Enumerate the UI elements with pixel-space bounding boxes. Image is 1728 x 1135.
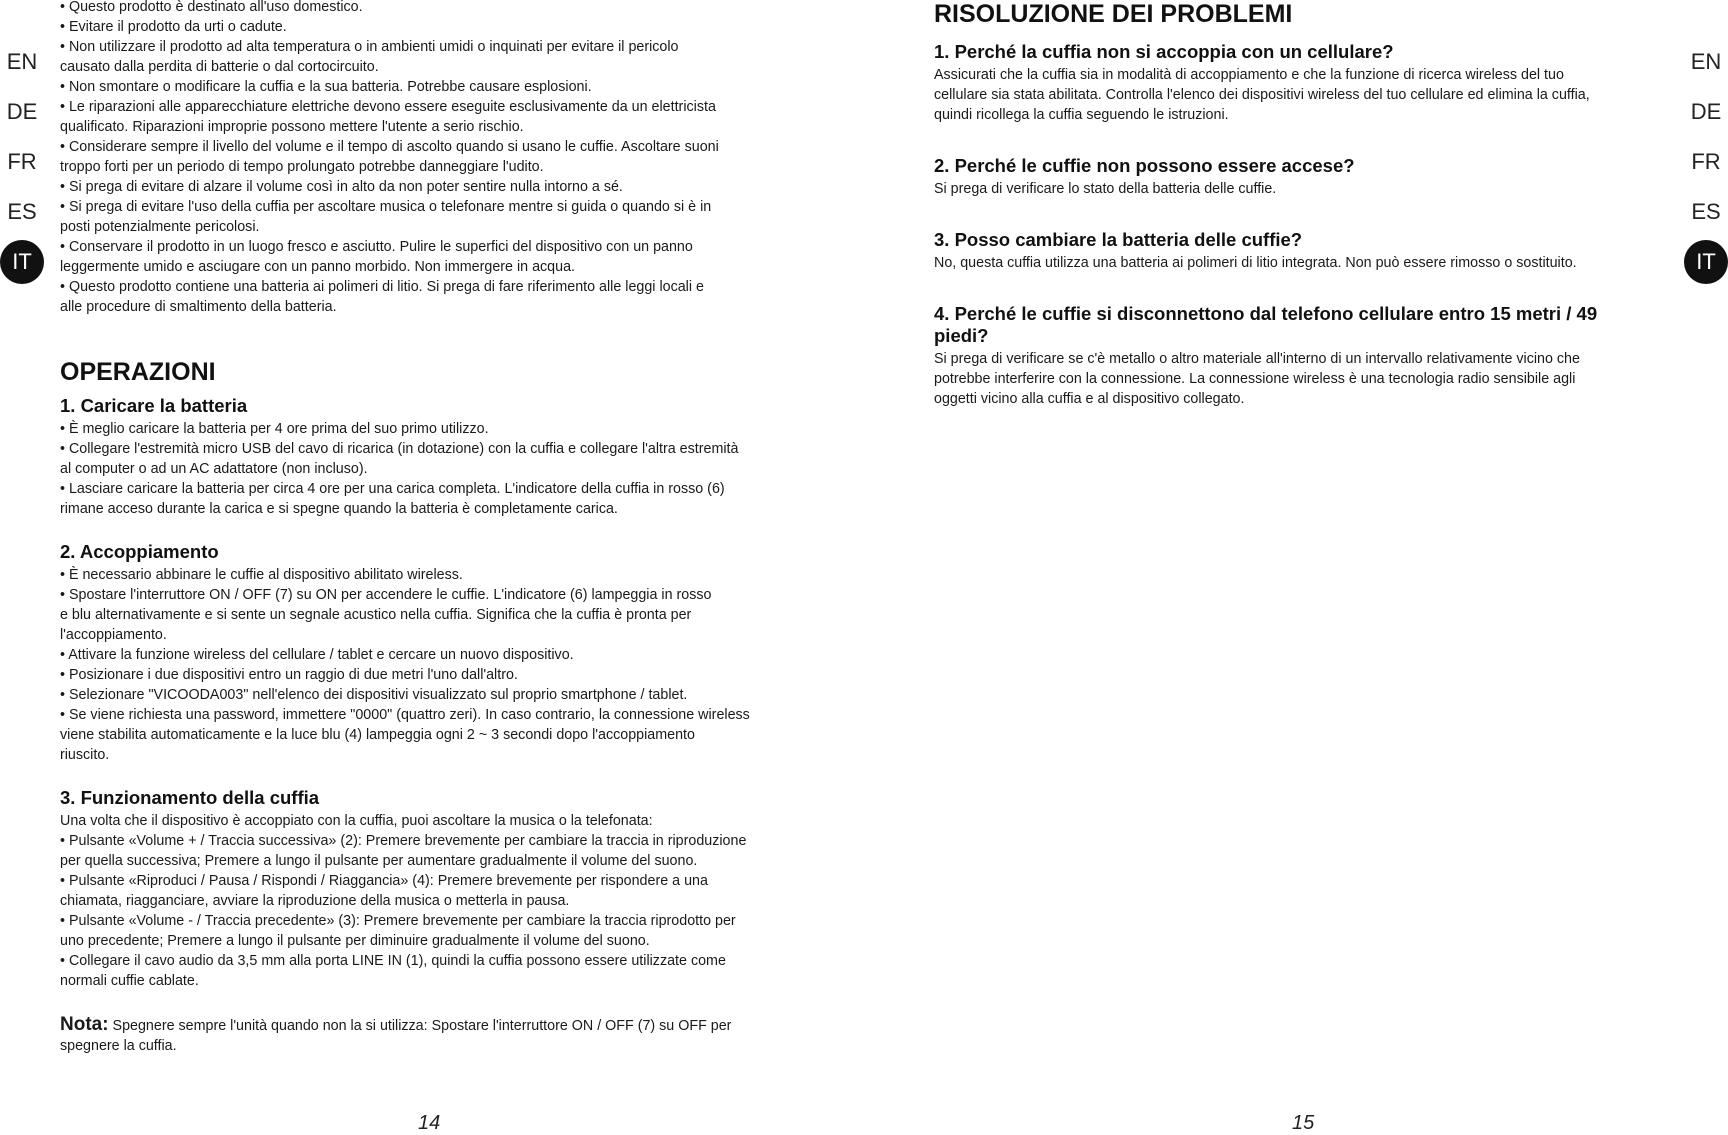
safety-line: • Le riparazioni alle apparecchiature elettriche devono essere eseguite esclusivamente da un elettricista: [60, 99, 716, 115]
text-line: • È necessario abbinare le cuffie al dispositivo abilitato wireless.: [60, 567, 463, 583]
text-line: rimane acceso durante la carica e si spegne quando la batteria è completamente carica.: [60, 501, 618, 517]
subsection-heading: 2. Accoppiamento: [60, 541, 219, 562]
lang-tab-fr[interactable]: FR: [7, 149, 37, 174]
lang-tab-es[interactable]: ES: [1691, 199, 1721, 224]
safety-line: • Questo prodotto è destinato all'uso domestico.: [60, 0, 363, 15]
safety-line: causato dalla perdita di batterie o dal cortocircuito.: [60, 59, 379, 75]
language-nav-left: [0, 40, 44, 290]
left-page: [60, 0, 800, 1056]
text-line: e blu alternativamente e si sente un segnale acustico nella cuffia. Significa che la cuffia è pronta per: [60, 607, 692, 623]
faq-item: [934, 41, 1654, 125]
safety-line: • Questo prodotto contiene una batteria ai polimeri di litio. Si prega di fare riferimento alle leggi locali e: [60, 279, 704, 295]
safety-line: qualificato. Riparazioni improprie possono mettere l'utente a serio rischio.: [60, 119, 524, 135]
faq-question: 1. Perché la cuffia non si accoppia con un cellulare?: [934, 41, 1394, 62]
faq-answer-line: No, questa cuffia utilizza una batteria ai polimeri di litio integrata. Non può essere rimosso o sostituito.: [934, 255, 1577, 271]
note-label: Nota:: [60, 1014, 109, 1035]
safety-line: leggermente umido e asciugare con un panno morbido. Non immergere in acqua.: [60, 259, 575, 275]
faq-answer-line: Assicurati che la cuffia sia in modalità di accoppiamento e che la funzione di ricerca wireless del tuo: [934, 67, 1564, 83]
text-line: • Attivare la funzione wireless del cellulare / tablet e cercare un nuovo dispositivo.: [60, 647, 574, 663]
text-line: • Selezionare "VICOODA003" nell'elenco dei dispositivi visualizzato sul proprio smartphone / tablet.: [60, 687, 688, 703]
faq-answer-line: quindi ricollega la cuffia seguendo le istruzioni.: [934, 107, 1229, 123]
page-number-right: 15: [1292, 1112, 1315, 1134]
text-line: • Lasciare caricare la batteria per circa 4 ore per una carica completa. L'indicatore della cuffia in rosso (6): [60, 481, 725, 497]
text-line: • Pulsante «Volume - / Traccia precedente» (3): Premere brevemente per cambiare la traccia riprodotto per: [60, 913, 736, 929]
safety-line: • Si prega di evitare l'uso della cuffia per ascoltare musica o telefonare mentre si guida o quando si è in: [60, 199, 712, 215]
faq-question: 2. Perché le cuffie non possono essere accese?: [934, 155, 1355, 176]
text-line: • Se viene richiesta una password, immettere "0000" (quattro zeri). In caso contrario, la connessione wireless: [60, 707, 750, 723]
safety-line: troppo forti per un periodo di tempo prolungato potrebbe danneggiare l'udito.: [60, 159, 544, 175]
text-line: per quella successiva; Premere a lungo il pulsante per aumentare gradualmente il volume del suono.: [60, 853, 698, 869]
note-line: [60, 1015, 800, 1036]
right-page: [934, 0, 1654, 439]
safety-line: • Non smontare o modificare la cuffia e la sua batteria. Potrebbe causare esplosioni.: [60, 79, 592, 95]
faq-answer-line: potrebbe interferire con la connessione. La connessione wireless è una tecnologia radio sensibile agli: [934, 371, 1576, 387]
faq-answer-line: Si prega di verificare se c'è metallo o altro materiale all'interno di un intervallo relativamente vicino che: [934, 351, 1580, 367]
text-line: al computer o ad un AC adattatore (non incluso).: [60, 461, 368, 477]
text-line: uno precedente; Premere a lungo il pulsante per diminuire gradualmente il volume del suono.: [60, 933, 650, 949]
text-line: l'accoppiamento.: [60, 627, 167, 643]
text-line: • Spostare l'interruttore ON / OFF (7) su ON per accendere le cuffie. L'indicatore (6) lampeggia in rosso: [60, 587, 712, 603]
faq-item: [934, 229, 1654, 273]
note-line: spegnere la cuffia.: [60, 1038, 177, 1054]
safety-line: • Conservare il prodotto in un luogo fresco e asciutto. Pulire le superfici del dispositivo con un panno: [60, 239, 693, 255]
page-number-left: 14: [418, 1112, 441, 1134]
troubleshooting-title: RISOLUZIONE DEI PROBLEMI: [934, 0, 1293, 28]
operations-title: OPERAZIONI: [60, 358, 216, 386]
safety-line: • Evitare il prodotto da urti o cadute.: [60, 19, 287, 35]
faq-answer-line: Si prega di verificare lo stato della batteria delle cuffie.: [934, 181, 1277, 197]
text-line: chiamata, riagganciare, avviare la riproduzione della musica o metterla in pausa.: [60, 893, 570, 909]
text-line: • Collegare l'estremità micro USB del cavo di ricarica (in dotazione) con la cuffia e collegare l'altra estremità: [60, 441, 739, 457]
subsection-operation: [60, 787, 800, 991]
lang-tab-de[interactable]: DE: [6, 99, 38, 124]
lang-tab-fr[interactable]: FR: [1691, 149, 1721, 174]
faq-question: 4. Perché le cuffie si disconnettono dal telefono cellulare entro 15 metri / 49 piedi?: [934, 303, 1598, 346]
language-nav-right: [1684, 40, 1728, 290]
text-line: • È meglio caricare la batteria per 4 ore prima del suo primo utilizzo.: [60, 421, 489, 437]
faq-answer-line: oggetti vicino alla cuffia e al dispositivo collegato.: [934, 391, 1245, 407]
lang-tab-it-active[interactable]: IT: [0, 240, 44, 284]
lang-tab-es[interactable]: ES: [7, 199, 37, 224]
safety-line: • Si prega di evitare di alzare il volume così in alto da non poter sentire nulla intorno a sé.: [60, 179, 623, 195]
subsection-heading: 3. Funzionamento della cuffia: [60, 787, 320, 808]
safety-line: alle procedure di smaltimento della batteria.: [60, 299, 337, 315]
lang-tab-en[interactable]: EN: [1690, 49, 1722, 74]
note-text: Spegnere sempre l'unità quando non la si utilizza: Spostare l'interruttore ON / OFF (7) su OFF per: [108, 1018, 732, 1034]
subsection-pairing: [60, 541, 800, 765]
safety-line: posti potenzialmente pericolosi.: [60, 219, 260, 235]
text-line: viene stabilita automaticamente e la luce blu (4) lampeggia ogni 2 ~ 3 secondi dopo l'accoppiamento: [60, 727, 695, 743]
text-line: • Collegare il cavo audio da 3,5 mm alla porta LINE IN (1), quindi la cuffia possono essere utilizzate come: [60, 953, 726, 969]
lang-tab-en[interactable]: EN: [6, 49, 38, 74]
subsection-heading: 1. Caricare la batteria: [60, 395, 248, 416]
faq-item: [934, 155, 1654, 199]
safety-line: • Considerare sempre il livello del volume e il tempo di ascolto quando si usano le cuffie. Ascoltare suoni: [60, 139, 719, 155]
text-line: • Pulsante «Riproduci / Pausa / Rispondi / Riaggancia» (4): Premere brevemente per rispondere a una: [60, 873, 708, 889]
lang-tab-it-active[interactable]: IT: [1684, 240, 1728, 284]
safety-list: [60, 0, 800, 317]
safety-line: • Non utilizzare il prodotto ad alta temperatura o in ambienti umidi o inquinati per evitare il pericolo: [60, 39, 679, 55]
text-line: normali cuffie cablate.: [60, 973, 199, 989]
text-line: • Pulsante «Volume + / Traccia successiva» (2): Premere brevemente per cambiare la traccia in riproduzione: [60, 833, 747, 849]
note-block: [60, 1015, 800, 1056]
faq-question: 3. Posso cambiare la batteria delle cuffie?: [934, 229, 1303, 250]
faq-item: [934, 303, 1654, 409]
text-line: Una volta che il dispositivo è accoppiato con la cuffia, puoi ascoltare la musica o la telefonata:: [60, 813, 653, 829]
lang-tab-de[interactable]: DE: [1690, 99, 1722, 124]
text-line: • Posizionare i due dispositivi entro un raggio di due metri l'uno dall'altro.: [60, 667, 518, 683]
subsection-charging: [60, 395, 800, 519]
text-line: riuscito.: [60, 747, 110, 763]
faq-answer-line: cellulare sia stata abilitata. Controlla l'elenco dei dispositivi wireless del tuo cellulare ed elimina la cuffia,: [934, 87, 1590, 103]
